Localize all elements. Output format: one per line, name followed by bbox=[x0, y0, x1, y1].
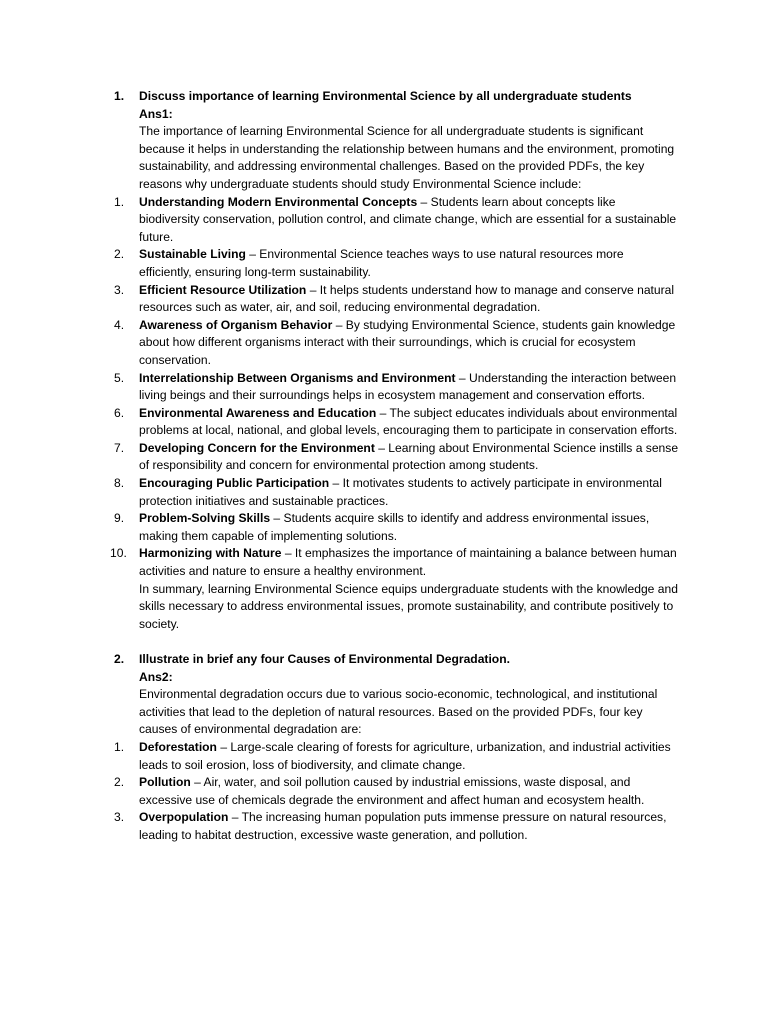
item-number: 5. bbox=[114, 370, 125, 385]
list-item bbox=[114, 510, 679, 545]
document-content bbox=[110, 88, 679, 845]
question-number: 2. bbox=[114, 652, 125, 666]
item-title: Overpopulation bbox=[139, 810, 229, 825]
question-1 bbox=[114, 88, 679, 106]
item-text: – It emphasizes the importance of maintaining a balance between human activities and nature to ensure a healthy environment. bbox=[139, 546, 677, 579]
item-text: – The subject educates individuals about environmental problems at local, national, and global levels, encouraging them to participate in conservation efforts. bbox=[139, 405, 678, 438]
item-number: 8. bbox=[114, 476, 125, 491]
list-item bbox=[110, 545, 679, 580]
list-item bbox=[114, 370, 679, 405]
item-text: – It helps students understand how to manage and conserve natural resources such as water, air, and soil, reducing environmental degradation. bbox=[139, 282, 675, 315]
item-title: Deforestation bbox=[139, 739, 217, 754]
item-title: Understanding Modern Environmental Concepts bbox=[139, 194, 418, 209]
item-number: 2. bbox=[114, 247, 125, 262]
answer-label: Ans1: bbox=[139, 106, 173, 121]
item-text: – Students acquire skills to identify and address environmental issues, making them capable of implementing solutions. bbox=[139, 511, 650, 543]
list-item bbox=[114, 774, 679, 809]
item-title: Harmonizing with Nature bbox=[139, 546, 282, 561]
answer-intro: The importance of learning Environmental Science for all undergraduate students is significant because it helps in understanding the relationship between humans and the environment, promoting sustainability, and addressing environmental challenges. Based on the provided PDFs, the key reasons why undergraduate students should study Environmental Science include: bbox=[139, 124, 675, 191]
list-item bbox=[114, 282, 679, 317]
item-number: 3. bbox=[114, 282, 125, 297]
item-title: Interrelationship Between Organisms and Environment bbox=[139, 370, 456, 385]
item-text: – Learning about Environmental Science instills a sense of responsibility and concern for environmental protection among students. bbox=[139, 440, 679, 473]
item-title: Pollution bbox=[139, 775, 191, 790]
item-text: – Understanding the interaction between living beings and their surroundings helps in ecosystem management and conservation efforts. bbox=[139, 370, 677, 403]
item-title: Sustainable Living bbox=[139, 247, 246, 262]
item-number: 1. bbox=[114, 739, 125, 754]
list-item bbox=[114, 440, 679, 475]
item-title: Efficient Resource Utilization bbox=[139, 282, 307, 297]
item-title: Problem-Solving Skills bbox=[139, 511, 271, 526]
answer-label: Ans2: bbox=[139, 669, 173, 684]
item-text: – Air, water, and soil pollution caused by industrial emissions, waste disposal, and excessive use of chemicals degrade the environment and affect human and ecosystem health. bbox=[139, 775, 645, 807]
question-text: Discuss importance of learning Environmental Science by all undergraduate students bbox=[139, 89, 632, 103]
item-number: 9. bbox=[114, 511, 125, 526]
item-text: – The increasing human population puts immense pressure on natural resources, leading to habitat destruction, excessive waste generation, and pollution. bbox=[139, 810, 667, 842]
item-text: – Students learn about concepts like biodiversity conservation, pollution control, and climate change, which are essential for a sustainable future. bbox=[139, 194, 677, 244]
list-item bbox=[114, 317, 679, 370]
item-text: – It motivates students to actively participate in environmental protection initiatives and sustainable practices. bbox=[139, 476, 662, 508]
item-title: Environmental Awareness and Education bbox=[139, 405, 377, 420]
answer-summary: In summary, learning Environmental Science equips undergraduate students with the knowledge and skills necessary to address environmental issues, promote sustainability, and contribute positively to society. bbox=[139, 581, 678, 631]
list-item bbox=[114, 194, 679, 247]
item-text: – Large-scale clearing of forests for agriculture, urbanization, and industrial activities leads to soil erosion, loss of biodiversity, and climate change. bbox=[139, 739, 671, 772]
spacer bbox=[114, 633, 679, 651]
list-item bbox=[114, 246, 679, 281]
item-text: – Environmental Science teaches ways to use natural resources more efficiently, ensuring long-term sustainability. bbox=[139, 247, 624, 279]
item-title: Encouraging Public Participation bbox=[139, 476, 330, 491]
item-number: 4. bbox=[114, 317, 125, 332]
question-2 bbox=[114, 651, 679, 669]
answer-intro: Environmental degradation occurs due to various socio-economic, technological, and institutional activities that lead to the depletion of natural resources. Based on the provided PDFs, four key causes of environmental degradation are: bbox=[139, 687, 658, 737]
item-number: 2. bbox=[114, 775, 125, 790]
item-number: 10. bbox=[110, 546, 127, 561]
item-number: 7. bbox=[114, 440, 125, 455]
item-title: Developing Concern for the Environment bbox=[139, 440, 375, 455]
question-number: 1. bbox=[114, 89, 125, 103]
item-text: – By studying Environmental Science, students gain knowledge about how different organisms interact with their surroundings, which is crucial for ecosystem conservation. bbox=[139, 317, 676, 367]
list-item bbox=[114, 405, 679, 440]
list-item bbox=[114, 809, 679, 844]
item-title: Awareness of Organism Behavior bbox=[139, 317, 333, 332]
list-item bbox=[114, 475, 679, 510]
item-number: 3. bbox=[114, 810, 125, 825]
item-number: 6. bbox=[114, 405, 125, 420]
list-item bbox=[114, 739, 679, 774]
item-number: 1. bbox=[114, 194, 125, 209]
question-text: Illustrate in brief any four Causes of Environmental Degradation. bbox=[139, 652, 510, 666]
